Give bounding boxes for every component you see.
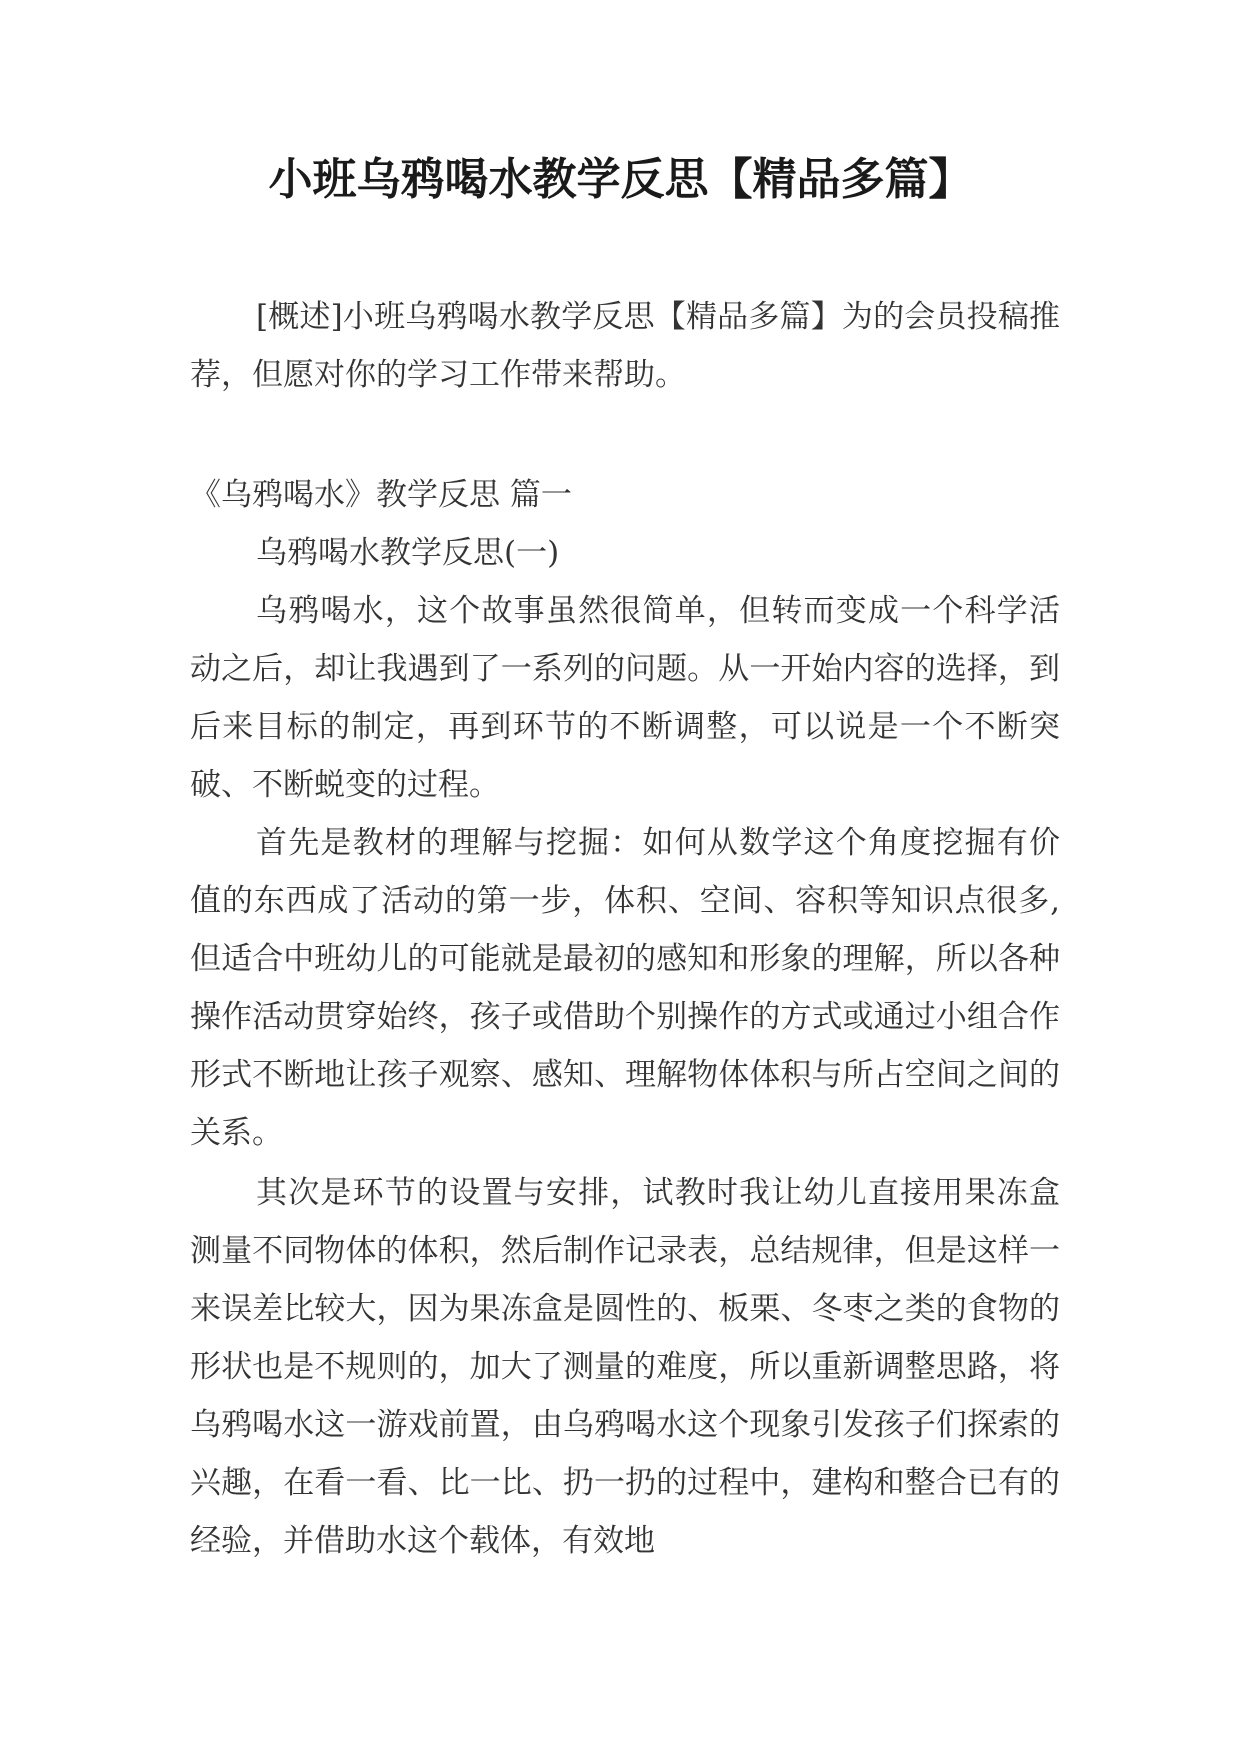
document-title: 小班乌鸦喝水教学反思【精品多篇】	[268, 154, 973, 205]
summary-paragraph: [概述]小班乌鸦喝水教学反思【精品多篇】为的会员投稿推荐，但愿对你的学习工作带来帮助。	[190, 299, 1060, 393]
sub-heading: 乌鸦喝水教学反思(一)	[256, 535, 560, 571]
body-paragraph-1: 乌鸦喝水，这个故事虽然很简单，但转而变成一个科学活动之后，却让我遇到了一系列的问题。从一开始内容的选择，到后来目标的制定，再到环节的不断调整，可以说是一个不断突破、不断蜕变的过程。	[190, 593, 1060, 803]
section-heading: 《乌鸦喝水》教学反思 篇一	[190, 477, 572, 513]
body-paragraph-2: 首先是教材的理解与挖掘：如何从数学这个角度挖掘有价值的东西成了活动的第一步，体积、空间、容积等知识点很多,但适合中班幼儿的可能就是最初的感知和形象的理解，所以各种操作活动贯穿始终，孩子或借助个别操作的方式或通过小组合作形式不断地让孩子观察、感知、理解物体体积与所占空间之间的关系。	[190, 825, 1060, 1151]
body-paragraph-3: 其次是环节的设置与安排，试教时我让幼儿直接用果冻盒测量不同物体的体积，然后制作记录表，总结规律，但是这样一来误差比较大，因为果冻盒是圆性的、板栗、冬枣之类的食物的形状也是不规则的，加大了测量的难度，所以重新调整思路，将乌鸦喝水这一游戏前置，由乌鸦喝水这个现象引发孩子们探索的兴趣，在看一看、比一比、扔一扔的过程中，建构和整合已有的经验，并借助水这个载体，有效地	[190, 1175, 1060, 1559]
